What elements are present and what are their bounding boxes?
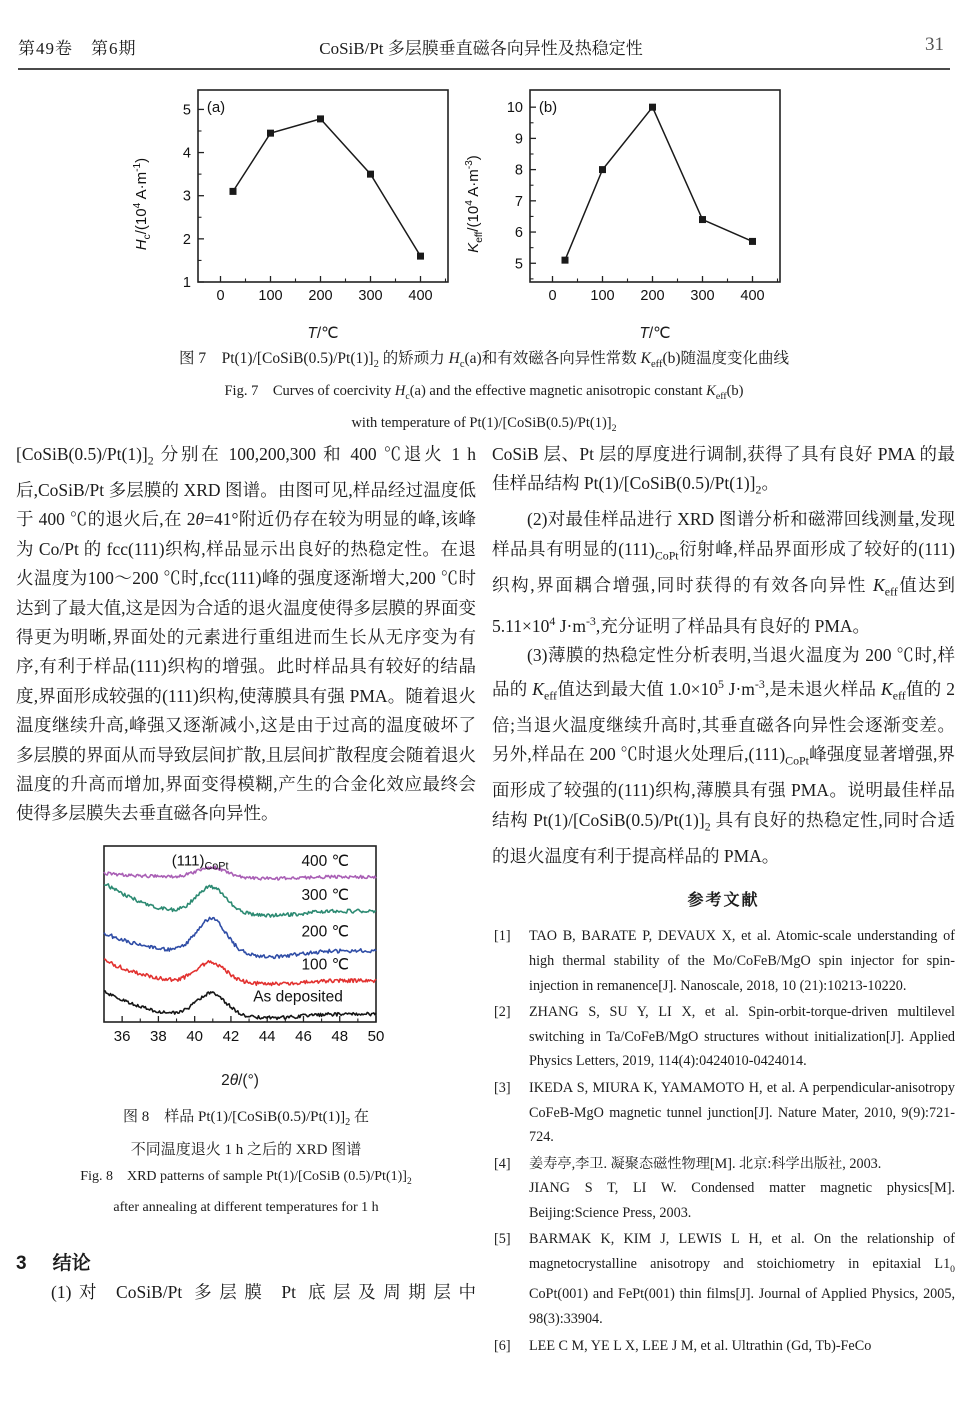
page-number: 31 (925, 34, 944, 55)
reference-number: [6] (494, 1337, 511, 1354)
running-title: CoSiB/Pt 多层膜垂直磁各向异性及热稳定性 (319, 39, 643, 58)
reference-text: JIANG S T, LI W. Condensed matter magnetic physics[M]. Beijing:Science Press, 2003. (529, 1180, 955, 1221)
svg-text:400: 400 (740, 288, 765, 304)
reference-text: 姜寿亭,李卫. 凝聚态磁性物理[M]. 北京:科学出版社, 2003. (529, 1155, 882, 1172)
reference-item (492, 1152, 955, 1226)
paragraph: CoSiB 层、Pt 层的厚度进行调制,获得了具有良好 PMA 的最佳样品结构 $Pt(1)/[CoSiB(0.5)/Pt(1)]_2$。 (492, 444, 955, 497)
reference-number: [4] (494, 1155, 511, 1172)
chart-canvas-xrd (92, 840, 388, 1068)
left-column (16, 440, 476, 1308)
svg-text:40: 40 (186, 1027, 204, 1045)
svg-text:38: 38 (150, 1027, 167, 1045)
reference-number: [3] (494, 1079, 511, 1096)
figure8-caption-zh2: 不同温度退火 1 h 之后的 XRD 图谱 (130, 1141, 362, 1158)
svg-text:48: 48 (331, 1027, 349, 1045)
reference-text: IKEDA S, MIURA K, YAMAMOTO H, et al. A perpendicular-anisotropy CoFeB-MgO magnetic tunnel junction[J]. Nature Mater, 2010, 9(9):721-724. (529, 1079, 955, 1146)
svg-text:400: 400 (408, 288, 433, 304)
svg-text:42: 42 (222, 1027, 240, 1045)
svg-text:100 ℃: 100 ℃ (301, 956, 350, 974)
chart-canvas-b (496, 82, 786, 326)
svg-text:400 ℃: 400 ℃ (301, 852, 350, 870)
svg-text:50: 50 (367, 1027, 385, 1045)
right-paragraphs (492, 440, 955, 871)
section-heading (16, 1249, 476, 1278)
svg-text:7: 7 (514, 193, 523, 210)
reference-number: [2] (494, 1004, 511, 1021)
figure7 (132, 82, 792, 350)
figure8-caption-en2: after annealing at different temperatures for 1 h (113, 1200, 379, 1216)
paragraph: (2)对最佳样品进行 XRD 图谱分析和磁滞回线测量,发现样品具有明显的$(111)_{CoPt}$衍射峰,样品界面形成了较好的(111)织构,界面耦合增强,同时获得的有效各向异性 $K_{eff}$值达到 $5.11\times 10^4$ $J\cdot m^{-3}$,充分证明了样品具有良好的 PMA。 (492, 509, 956, 636)
svg-text:300: 300 (690, 288, 715, 304)
svg-text:6: 6 (514, 225, 523, 242)
svg-text:300: 300 (358, 288, 383, 304)
x-axis-label-xrd: 2θ/(°) (221, 1071, 259, 1089)
svg-text:(111)CoPt: $(111)_{CoPt}$ (171, 852, 229, 873)
svg-text:5: 5 (182, 102, 191, 119)
reference-item (492, 1000, 955, 1074)
y-axis-label-b: $K_{eff}/(10^4$ $A\cdot m^{-3}$) (464, 155, 485, 253)
svg-text:(a): (a) (206, 99, 226, 116)
left-paragraphs (16, 440, 476, 829)
figure7-panel-a (132, 82, 460, 350)
svg-text:8: 8 (514, 162, 523, 179)
svg-text:3: 3 (182, 188, 191, 205)
svg-text:(b): (b) (538, 99, 558, 116)
paragraph: (3)薄膜的热稳定性分析表明,当退火温度为 200 ℃时,样品的 $K_{eff}$值达到最大值 $1.0\times 10^5$ $J\cdot m^{-3}$,是未退火样品 $K_{eff}$值的 2 倍;当退火温度继续升高时,其垂直磁各向异性会逐渐变差。另外,样品在 200 ℃时退火处理后$,(111)_{CoPt}$峰强度显著增强,界面形成了较强的(111)织构,薄膜具有强 PMA。说明最佳样品结构 $Pt(1)/[CoSiB(0.5)/Pt(1)]_2$ 具有良好的热稳定性,同时合适的退火温度有利于提高样品的 PMA。 (492, 644, 956, 866)
chart-canvas-a (164, 82, 454, 326)
references-heading: 参考文献 (687, 891, 760, 909)
section-title: 结论 (52, 1252, 91, 1274)
svg-text:200: 200 (640, 288, 665, 304)
x-axis-label-b: T/℃ (639, 325, 671, 342)
figure8-caption-en1: Fig. 8 XRD patterns of sample Pt(1)/[CoSiB $(0.5)/Pt(1)]_2$ (80, 1169, 412, 1187)
reference-text: LEE C M, YE L X, LEE J M, et al. Ultrathin (Gd, Tb)-FeCo (529, 1337, 872, 1354)
conclusion-paragraph: (1)对 CoSiB/Pt 多层膜 Pt 底层及周期层中 (51, 1282, 476, 1303)
y-axis-label-a: $H_c/(10^4$ $A\cdot m^{-1}$) (132, 157, 153, 251)
paragraph: $[CoSiB(0.5)/Pt(1)]_2$ 分别在 100,200,300 和 400 ℃退火 1 h 后,CoSiB/Pt 多层膜的 XRD 图谱。由图可见,样品经过温度低于 400 ℃的退火后,在 2θ=41°附近仍存在较为明显的峰,该峰为 Co/Pt 的 fcc(111)织构,样品显示出良好的热稳定性。在退火温度为100～200 ℃时,fcc(111)峰的强度逐渐增大,200 ℃时达到了最大值,这是因为合适的退火温度使得多层膜的界面变得更为明晰,界面处的元素进行重组进而生长从无序变为有序,有利于样品(111)织构的增强。此时样品具有较好的结晶度,界面形成较强的(111)织构,使薄膜具有强 PMA。随着退火温度继续升高,峰强又逐渐减小,这是由于过高的温度破坏了多层膜的界面从而导致层间扩散,且层间扩散程度会随着退火温度的升高而增加,界面变得模糊,产生的合金化效应最终会使得多层膜失去垂直磁各向异性。 (16, 444, 476, 824)
journal-issue: 第49卷 第6期 (18, 39, 137, 58)
svg-text:1: 1 (182, 275, 191, 291)
svg-text:300 ℃: 300 ℃ (301, 886, 350, 904)
svg-text:200 ℃: 200 ℃ (301, 923, 350, 941)
svg-text:0: 0 (216, 288, 225, 304)
reference-number: [5] (494, 1231, 511, 1248)
reference-item (492, 1227, 955, 1331)
reference-number: [1] (494, 928, 511, 945)
svg-text:4: 4 (182, 145, 191, 162)
figure8 (92, 840, 392, 1095)
svg-text:100: 100 (590, 288, 615, 304)
figure7-panel-b (464, 82, 792, 350)
figure7-caption (0, 346, 968, 442)
figure8-caption (16, 1104, 476, 1222)
svg-text:46: 46 (295, 1027, 312, 1045)
svg-text:As deposited: As deposited (253, 988, 343, 1006)
figure7-caption-en2: with temperature of $Pt(1)/[CoSiB(0.5)/Pt(1)]_2$ (351, 414, 617, 434)
reference-text: TAO B, BARATE P, DEVAUX X, et al. Atomic-scale understanding of high thermal stability of the Mo/CoFeB/MgO spin injector for spin-injection in remanence[J]. Nanoscale, 2018, 10 (21):10213-10220. (529, 928, 955, 994)
svg-text:10: 10 (506, 100, 523, 117)
reference-item (492, 1334, 955, 1359)
svg-text:9: 9 (514, 131, 523, 148)
figure8-caption-zh1: 图 8 样品 $Pt(1)/[CoSiB(0.5)/Pt(1)]_2$ 在 (123, 1109, 369, 1129)
svg-text:44: 44 (258, 1027, 276, 1045)
svg-text:0: 0 (548, 288, 557, 304)
reference-item (492, 1076, 955, 1150)
svg-text:2: 2 (182, 231, 191, 248)
svg-text:5: 5 (514, 256, 523, 273)
reference-text: ZHANG S, SU Y, LI X, et al. Spin-orbit-torque-driven multilevel switching in Ta/CoFeB/MgO structures without initialization[J]. Applied Physics Letters, 2019, 114(4):0424010-0424014. (529, 1004, 955, 1070)
svg-text:100: 100 (258, 288, 283, 304)
reference-list (492, 924, 955, 1358)
x-axis-label-a: T/℃ (307, 325, 339, 342)
section-number: 3 (16, 1252, 27, 1274)
svg-text:36: 36 (113, 1027, 131, 1045)
right-column (492, 440, 955, 1358)
figure7-caption-zh: 图 7 $Pt(1)/[CoSiB(0.5)/Pt(1)]_2$ 的矫顽力 $H_c(a)$和有效磁各向异性常数 $K_{eff}(b)$随温度变化曲线 (178, 350, 790, 371)
svg-text:200: 200 (308, 288, 333, 304)
page-header (18, 34, 950, 70)
reference-item (492, 924, 955, 998)
figure7-caption-en1: Fig. 7 Curves of coercivity $H_c(a)$ and the effective magnetic anisotropic constant $K_{eff}(b)$ (224, 383, 744, 402)
reference-text: BARMAK K, KIM J, LEWIS L H, et al. On the relationship of magnetocrystalline anisotropy and stoichiometry in epitaxial $L1_0$ CoPt(001) and FePt(001) thin films[J]. Journal of Applied Physics, 2005, 98(3):33904. (529, 1231, 955, 1328)
